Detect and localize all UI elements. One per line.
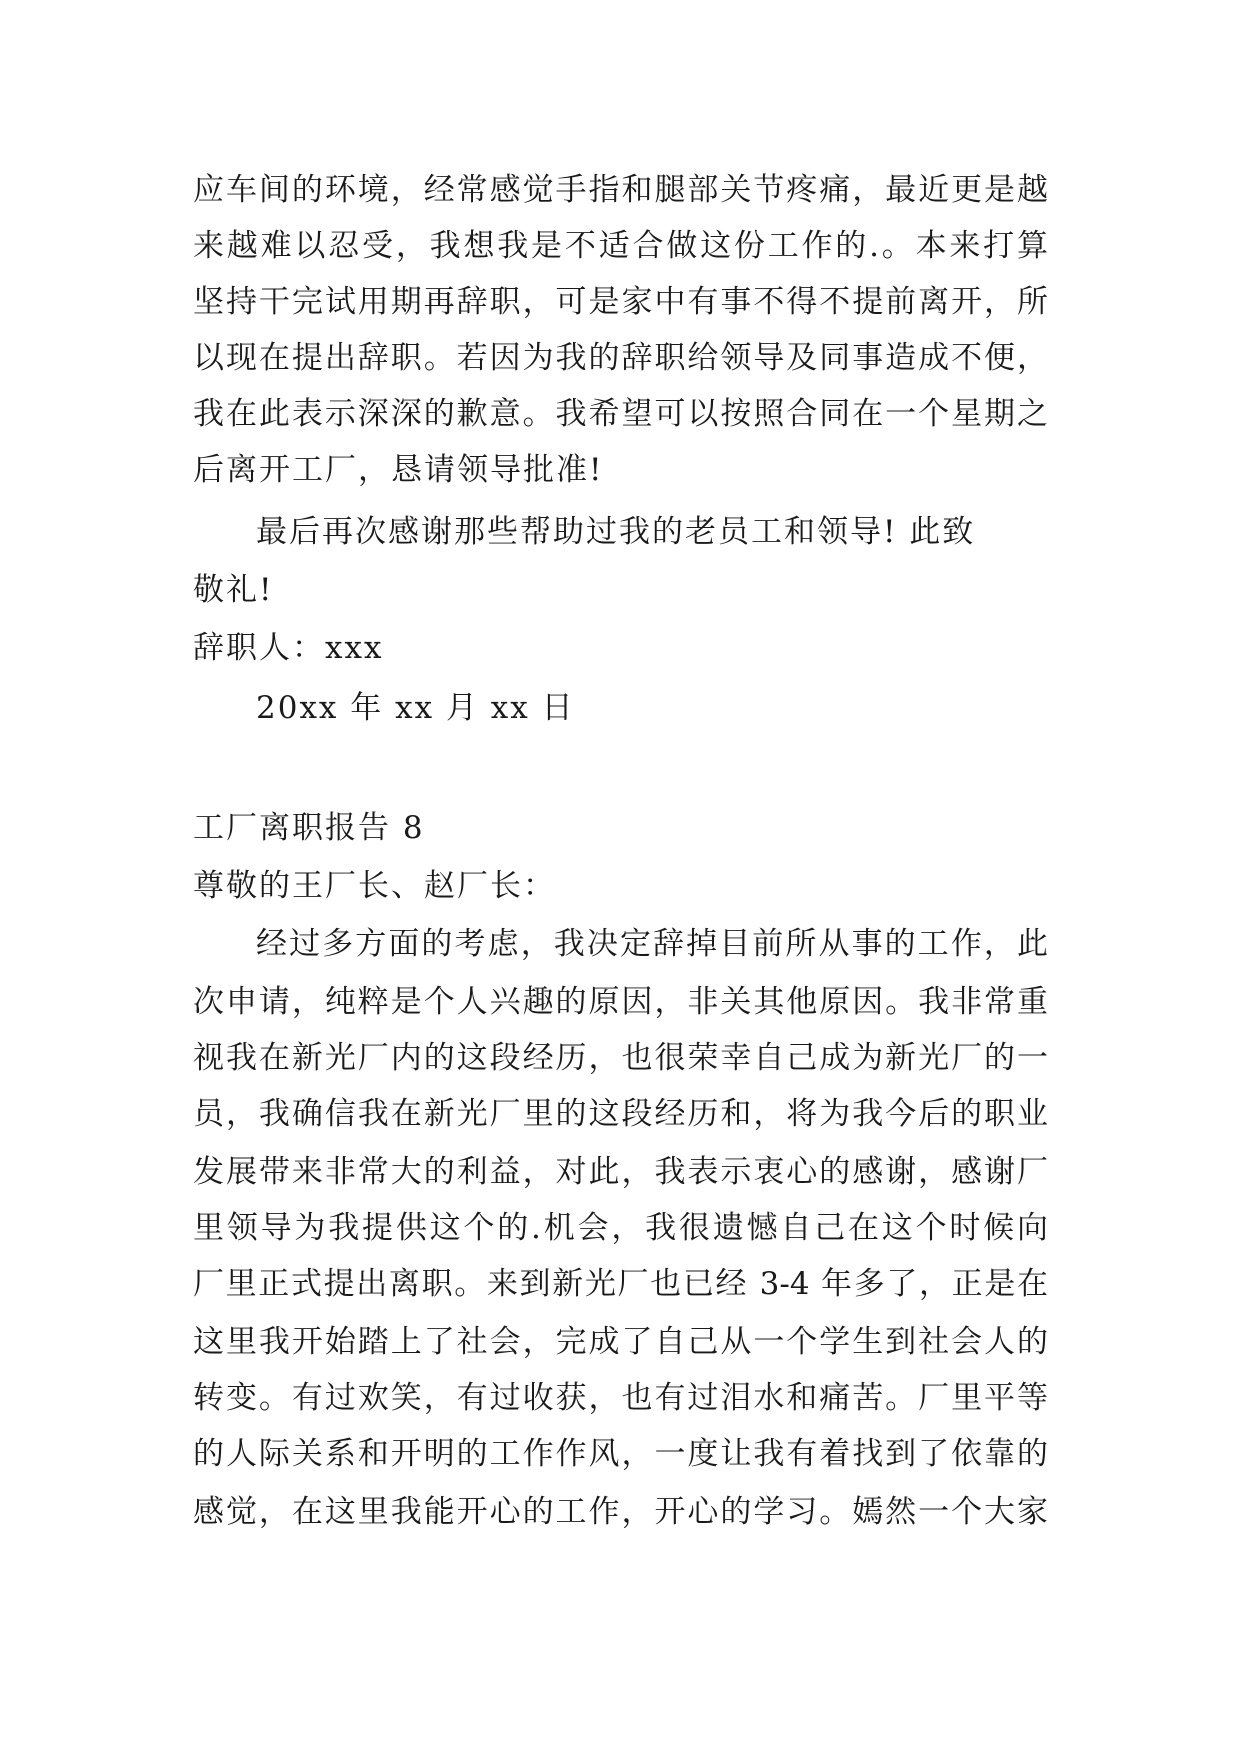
paragraph-line: 厂里正式提出离职。来到新光厂也已经 3-4 年多了，正是在 [193,1266,1048,1302]
date: 20xx 年 xx 月 xx 日 [256,690,575,726]
paragraph-line: 里领导为我提供这个的.机会，我很遗憾自己在这个时候向 [193,1210,1048,1246]
greeting: 尊敬的王厂长、赵厂长： [193,868,556,904]
paragraph-line: 发展带来非常大的利益，对此，我表示衷心的感谢，感谢厂 [193,1154,1048,1190]
paragraph-line: 这里我开始踏上了社会，完成了自己从一个学生到社会人的 [193,1324,1048,1360]
paragraph-line: 感觉，在这里我能开心的工作，开心的学习。嫣然一个大家 [193,1494,1048,1530]
paragraph-line: 员，我确信我在新光厂里的这段经历和，将为我今后的职业 [193,1096,1048,1132]
paragraph-line: 转变。有过欢笑，有过收获，也有过泪水和痛苦。厂里平等 [193,1380,1048,1416]
paragraph-line: 经过多方面的考虑，我决定辞掉目前所从事的工作，此 [256,926,1048,962]
paragraph-line: 应车间的环境，经常感觉手指和腿部关节疼痛，最近更是越 [193,172,1048,208]
section-title: 工厂离职报告 8 [193,810,425,846]
closing-line: 最后再次感谢那些帮助过我的老员工和领导! 此致 [256,514,976,550]
paragraph-line: 以现在提出辞职。若因为我的辞职给领导及同事造成不便， [193,340,1048,376]
signature: 辞职人：xxx [193,630,384,666]
salutation: 敬礼! [193,572,274,608]
paragraph-line: 我在此表示深深的歉意。我希望可以按照合同在一个星期之 [193,396,1048,432]
paragraph-line: 的人际关系和开明的工作作风，一度让我有着找到了依靠的 [193,1436,1048,1472]
paragraph-line: 坚持干完试用期再辞职，可是家中有事不得不提前离开，所 [193,284,1048,320]
paragraph-line: 来越难以忍受，我想我是不适合做这份工作的.。本来打算 [193,228,1048,264]
paragraph-line: 视我在新光厂内的这段经历，也很荣幸自己成为新光厂的一 [193,1040,1048,1076]
paragraph-line: 后离开工厂，恳请领导批准! [193,452,604,488]
paragraph-line: 次申请，纯粹是个人兴趣的原因，非关其他原因。我非常重 [193,984,1048,1020]
